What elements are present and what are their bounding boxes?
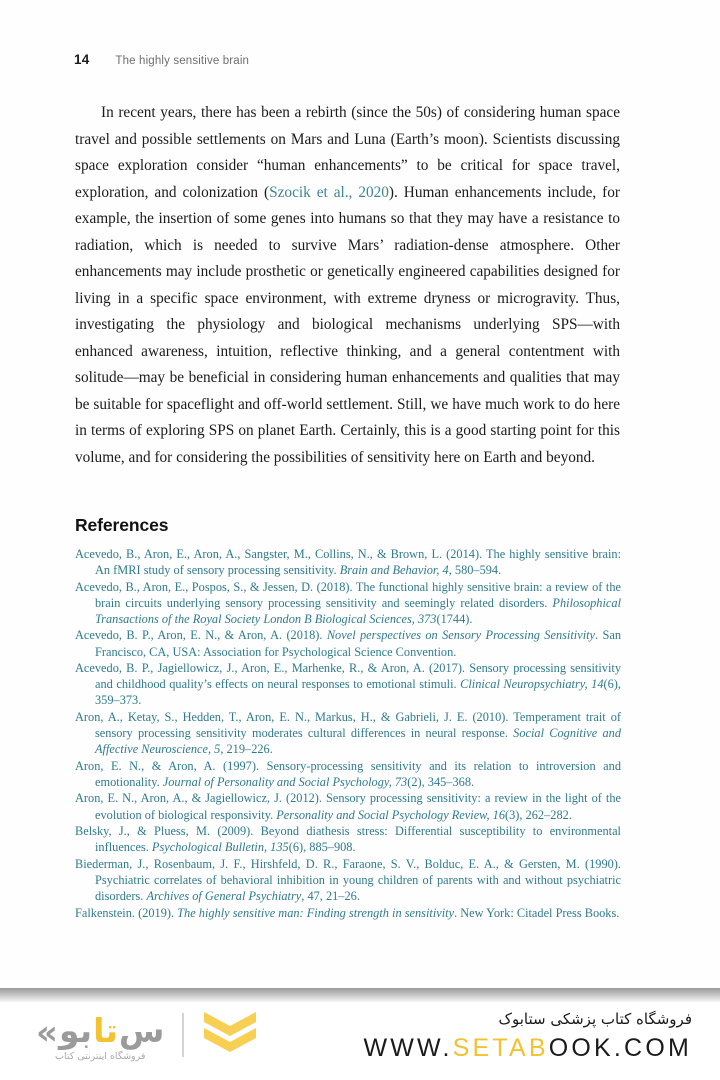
footer-banner [0, 1002, 720, 1080]
reference-pages: , 219–226. [220, 742, 273, 757]
guillemet-icon: « [36, 1013, 58, 1053]
running-head-title: The highly sensitive brain [115, 55, 250, 67]
reference-text: Biederman, J., Rosenbaum, J. F., Hirshfeld, D. R., Faraone, S. V., Bolduc, E. A., & Gersten, M. (1990). Psychiatric correlates of behavioral inhibition in young children of parents with and without psychiatric disorders. [75, 856, 621, 903]
reference-text: Aron, E. N., Aron, A., & Jagiellowicz, J. (2012). Sensory processing sensitivity: a review in the light of the evolution of biological responsivity. [75, 791, 621, 822]
reference-text: Belsky, J., & Pluess, M. (2009). Beyond diathesis stress: Differential susceptibility to environmental influences. [75, 824, 621, 855]
reference-text: Acevedo, B., Aron, E., Aron, A., Sangster, M., Collins, N., & Brown, L. (2014). The highly sensitive brain: An fMRI study of sensory processing sensitivity. [75, 547, 621, 578]
url-part-b: B [528, 1034, 549, 1062]
reference-entry [75, 709, 621, 757]
reference-text: Acevedo, B. P., Aron, E. N., & Aron, A. (2018). [75, 628, 327, 643]
reference-source-italic: Philosophical Transactions of the Royal Society London B Biological Sciences, 373 [95, 595, 621, 626]
reference-entry [75, 823, 621, 855]
reference-text: Acevedo, B., Aron, E., Pospos, S., & Jessen, D. (2018). The functional highly sensitive brain: a review of the brain circuits underlying sensory processing sensitivity and seemingly related disorders. [75, 579, 621, 610]
logo-wordmark [36, 1008, 164, 1062]
logo-wordmark-main [36, 1008, 165, 1053]
reference-text: Aron, A., Ketay, S., Hedden, T., Aron, E. N., Markus, H., & Gabrieli, J. E. (2010). Temperament trait of sensory processing sensitivity moderates cultural differences in neural response. [75, 709, 621, 741]
setabook-logo[interactable] [36, 1008, 258, 1062]
reference-source-italic: Social Cognitive and Affective Neuroscience, 5 [95, 726, 621, 757]
reference-entry [75, 579, 621, 627]
reference-text: Falkenstein. (2019). [75, 905, 178, 920]
reference-text: Aron, E. N., & Aron, A. (1997). Sensory-processing sensitivity and its relation to introversion and emotionality. [75, 758, 621, 789]
reference-source-italic: Psychological Bulletin, 135 [151, 840, 289, 855]
logo-subtitle: فروشگاه اینترنتی کتاب [55, 1051, 146, 1062]
url-part-ook-com: OOK.COM [548, 1034, 692, 1062]
url-part-seta: SETA [452, 1034, 529, 1062]
citation-link[interactable]: Szocik et al., 2020 [269, 183, 389, 201]
reference-pages: (6), 359–373. [95, 677, 621, 708]
reference-entry [75, 790, 621, 822]
reference-pages: (6), 885–908. [288, 840, 356, 855]
reference-source-italic: Personality and Social Psychology Review, 16 [276, 807, 506, 822]
reference-pages: , 580–594. [448, 563, 502, 578]
body-paragraph [75, 100, 620, 471]
reference-entry [75, 660, 621, 708]
url-part-www: WWW. [363, 1034, 453, 1062]
footer-url[interactable] [363, 1034, 692, 1063]
reference-source-italic: The highly sensitive man: Finding strength in sensitivity [177, 905, 455, 920]
page-number: 14 [74, 52, 90, 67]
logo-word-gray-right: س [118, 1011, 165, 1050]
footer-top-band [0, 988, 720, 1002]
references-heading: References [75, 515, 169, 535]
reference-entry [75, 758, 621, 790]
reference-pages: . San Francisco, CA, USA: Association for Psychological Science Convention. [95, 628, 622, 659]
footer-text-cluster [363, 1010, 692, 1063]
reference-pages: , 47, 21–26. [301, 888, 360, 903]
references-list [75, 546, 621, 921]
chevron-logo-icon [202, 1010, 258, 1060]
reference-text: Acevedo, B. P., Jagiellowicz, J., Aron, E., Marhenke, R., & Aron, A. (2017). Sensory processing sensitivity and childhood quality’s effects on neural responses to emotional stimuli. [75, 661, 621, 692]
footer-tagline: فروشگاه کتاب پزشکی ستابوک [498, 1010, 692, 1028]
reference-source-italic: Novel perspectives on Sensory Processing Sensitivity [326, 628, 596, 643]
paragraph-text-post: ). Human enhancements include, for example, the insertion of some genes into humans so that they may have a resistance to radiation, which is needed to survive Mars’ radiation-dense atmosphere. Other enhancements may include prosthetic or genetically engineered capabilities designed for living in a specific space environment, with extreme dryness or microgravity. Thus, investigating the physiology and biological mechanisms underlying SPS—with enhanced awareness, intuition, reflective thinking, and a general contentment with solitude—may be beneficial in considering human enhancements and qualities that may be suitable for spaceflight and off-world settlement. Still, we have much work to do here in terms of exploring SPS on planet Earth. Certainly, this is a good starting point for this volume, and for considering the possibilities of sensitivity here on Earth and beyond. [75, 183, 620, 466]
paragraph-text-pre: In recent years, there has been a rebirth (since the 50s) of considering human space travel and possible settlements on Mars and Luna (Earth’s moon). Scientists discussing space exploration consider “human enhancements” to be critical for space travel, exploration, and colonization ( [75, 104, 620, 201]
reference-source-italic: Journal of Personality and Social Psychology, 73 [162, 774, 408, 789]
reference-pages: (1744). [436, 611, 473, 626]
reference-pages: (2), 345–368. [407, 774, 475, 789]
body-text-block [75, 100, 620, 471]
reference-source-italic: Brain and Behavior, 4 [339, 563, 449, 578]
reference-pages: (3), 262–282. [505, 807, 572, 822]
reference-entry [75, 905, 621, 921]
reference-entry [75, 856, 621, 904]
reference-entry [75, 546, 621, 578]
reference-source-italic: Clinical Neuropsychiatry, 14 [460, 677, 604, 692]
reference-source-italic: Archives of General Psychiatry [146, 888, 302, 903]
running-head [74, 52, 646, 67]
logo-word-gold: تا [93, 1011, 118, 1050]
logo-word-gray-left: بو [58, 1011, 93, 1050]
reference-entry [75, 627, 621, 659]
logo-divider [182, 1013, 184, 1057]
reference-pages: . New York: Citadel Press Books. [454, 905, 620, 920]
